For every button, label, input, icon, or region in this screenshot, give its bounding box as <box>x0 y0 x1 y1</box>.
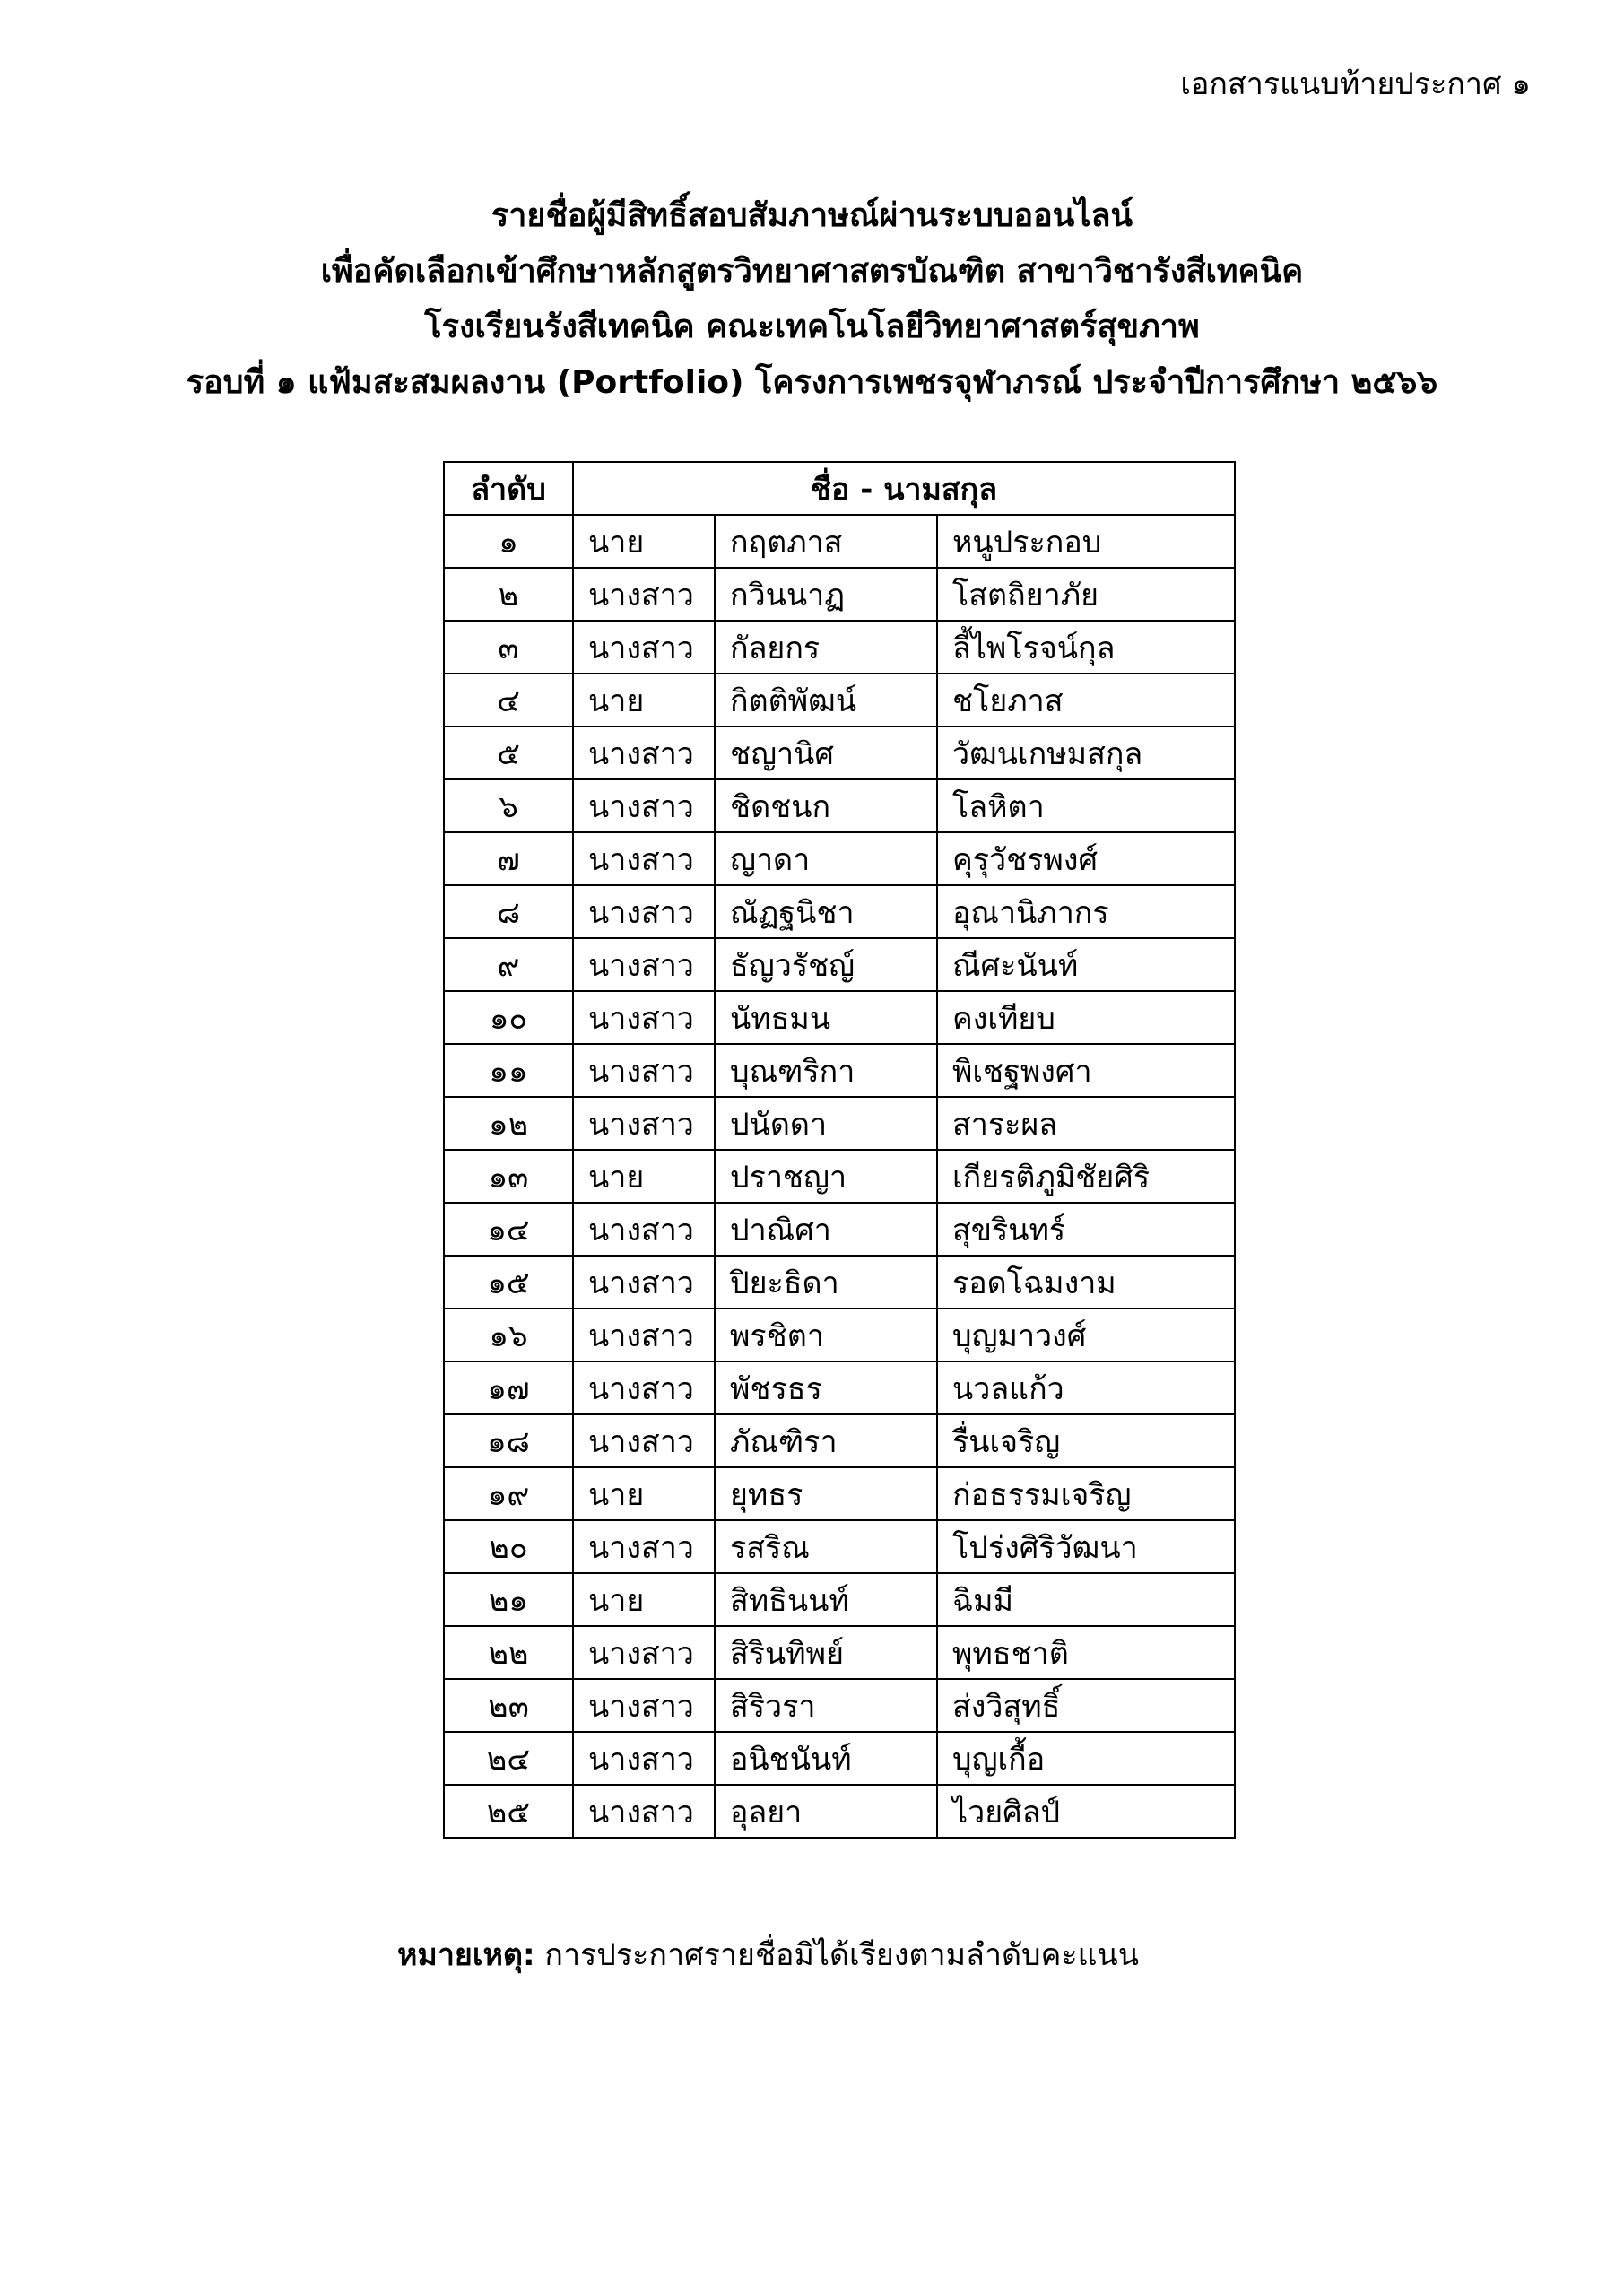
table-row <box>444 1256 1235 1309</box>
row-number: ๑๓ <box>444 1150 573 1203</box>
row-first-name: ธัญวรัชญ์ <box>715 938 937 991</box>
column-header-name: ชื่อ - นามสกุล <box>573 462 1235 515</box>
table-row <box>444 1150 1235 1203</box>
column-header-order: ลำดับ <box>444 462 573 515</box>
title-line-1: รายชื่อผู้มีสิทธิ์สอบสัมภาษณ์ผ่านระบบออนไลน์ <box>491 197 1133 234</box>
row-prefix: นางสาว <box>573 1203 715 1256</box>
row-number: ๔ <box>444 674 573 726</box>
table-row <box>444 1414 1235 1467</box>
row-first-name: สิริวรา <box>715 1679 937 1732</box>
row-first-name: อุลยา <box>715 1785 937 1838</box>
row-number: ๖ <box>444 779 573 832</box>
row-number: ๗ <box>444 832 573 885</box>
row-first-name: สิรินทิพย์ <box>715 1626 937 1679</box>
row-first-name: บุณฑริกา <box>715 1044 937 1097</box>
row-first-name: พัชรธร <box>715 1361 937 1414</box>
row-last-name: โปร่งศิริวัฒนา <box>937 1520 1235 1573</box>
table-row <box>444 1309 1235 1361</box>
row-prefix: นาย <box>573 1573 715 1626</box>
row-last-name: บุญมาวงศ์ <box>937 1309 1235 1361</box>
title-line-2: เพื่อคัดเลือกเข้าศึกษาหลักสูตรวิทยาศาสตรบัณฑิต สาขาวิชารังสีเทคนิค <box>320 253 1304 290</box>
row-prefix: นางสาว <box>573 568 715 621</box>
row-prefix: นางสาว <box>573 1679 715 1732</box>
row-number: ๑๑ <box>444 1044 573 1097</box>
table-row <box>444 1203 1235 1256</box>
row-first-name: ชิดชนก <box>715 779 937 832</box>
table-row <box>444 938 1235 991</box>
row-last-name: เกียรติภูมิชัยศิริ <box>937 1150 1235 1203</box>
row-last-name: คุรุวัชรพงศ์ <box>937 832 1235 885</box>
attachment-reference: เอกสารแนบท้ายประกาศ ๑ <box>1180 66 1531 102</box>
table-body <box>444 515 1235 1838</box>
row-prefix: นางสาว <box>573 1785 715 1838</box>
row-number: ๒๑ <box>444 1573 573 1626</box>
row-number: ๑ <box>444 515 573 568</box>
row-prefix: นางสาว <box>573 779 715 832</box>
table-row <box>444 991 1235 1044</box>
row-first-name: พรชิตา <box>715 1309 937 1361</box>
row-prefix: นางสาว <box>573 621 715 674</box>
row-first-name: ปราชญา <box>715 1150 937 1203</box>
row-last-name: พุทธชาติ <box>937 1626 1235 1679</box>
row-first-name: นัทธมน <box>715 991 937 1044</box>
row-first-name: ชญานิศ <box>715 726 937 779</box>
row-number: ๓ <box>444 621 573 674</box>
table-row <box>444 621 1235 674</box>
title-line-4: รอบที่ ๑ แฟ้มสะสมผลงาน (Portfolio) โครงการเพชรจุฬาภรณ์ ประจำปีการศึกษา ๒๕๖๖ <box>186 364 1438 401</box>
table-row <box>444 832 1235 885</box>
row-last-name: ไวยศิลป์ <box>937 1785 1235 1838</box>
table-row <box>444 1679 1235 1732</box>
row-number: ๒๒ <box>444 1626 573 1679</box>
table-row <box>444 779 1235 832</box>
row-first-name: ปนัดดา <box>715 1097 937 1150</box>
row-prefix: นาย <box>573 1150 715 1203</box>
table-row <box>444 1520 1235 1573</box>
row-last-name: ชโยภาส <box>937 674 1235 726</box>
table-row <box>444 1626 1235 1679</box>
row-prefix: นางสาว <box>573 1520 715 1573</box>
candidate-table <box>443 461 1236 1839</box>
row-last-name: โลหิตา <box>937 779 1235 832</box>
table-row <box>444 674 1235 726</box>
row-number: ๒๓ <box>444 1679 573 1732</box>
table-row <box>444 515 1235 568</box>
table-row <box>444 1361 1235 1414</box>
row-last-name: โสตถิยาภัย <box>937 568 1235 621</box>
footnote <box>397 1930 1139 1979</box>
footnote-text: การประกาศรายชื่อมิได้เรียงตามลำดับคะแนน <box>534 1937 1140 1973</box>
table-row <box>444 1573 1235 1626</box>
title-line-3: โรงเรียนรังสีเทคนิค คณะเทคโนโลยีวิทยาศาสตร์สุขภาพ <box>424 309 1200 345</box>
row-last-name: สุขรินทร์ <box>937 1203 1235 1256</box>
row-last-name: ลี้ไพโรจน์กุล <box>937 621 1235 674</box>
row-last-name: บุญเกื้อ <box>937 1732 1235 1785</box>
row-prefix: นาย <box>573 674 715 726</box>
row-prefix: นางสาว <box>573 1732 715 1785</box>
table-row <box>444 568 1235 621</box>
row-number: ๕ <box>444 726 573 779</box>
row-prefix: นางสาว <box>573 1414 715 1467</box>
row-number: ๒๔ <box>444 1732 573 1785</box>
row-first-name: กวินนาฏ <box>715 568 937 621</box>
row-number: ๑๗ <box>444 1361 573 1414</box>
table-row <box>444 726 1235 779</box>
row-number: ๑๘ <box>444 1414 573 1467</box>
row-prefix: นางสาว <box>573 726 715 779</box>
table-header-row <box>444 462 1235 515</box>
row-first-name: กัลยกร <box>715 621 937 674</box>
row-number: ๒๕ <box>444 1785 573 1838</box>
row-first-name: อนิชนันท์ <box>715 1732 937 1785</box>
document-title <box>0 188 1624 411</box>
row-last-name: คงเทียบ <box>937 991 1235 1044</box>
table-row <box>444 1097 1235 1150</box>
row-prefix: นางสาว <box>573 1044 715 1097</box>
row-prefix: นางสาว <box>573 1256 715 1309</box>
row-first-name: ญาดา <box>715 832 937 885</box>
row-number: ๙ <box>444 938 573 991</box>
row-number: ๑๒ <box>444 1097 573 1150</box>
row-prefix: นางสาว <box>573 991 715 1044</box>
table-row <box>444 1785 1235 1838</box>
row-prefix: นางสาว <box>573 885 715 938</box>
row-first-name: สิทธินนท์ <box>715 1573 937 1626</box>
row-prefix: นางสาว <box>573 1626 715 1679</box>
table-row <box>444 1044 1235 1097</box>
row-last-name: สาระผล <box>937 1097 1235 1150</box>
row-last-name: วัฒนเกษมสกุล <box>937 726 1235 779</box>
row-number: ๑๔ <box>444 1203 573 1256</box>
row-prefix: นางสาว <box>573 1309 715 1361</box>
row-first-name: ปาณิศา <box>715 1203 937 1256</box>
row-number: ๑๖ <box>444 1309 573 1361</box>
row-last-name: ก่อธรรมเจริญ <box>937 1467 1235 1520</box>
row-prefix: นาย <box>573 1467 715 1520</box>
row-prefix: นางสาว <box>573 1097 715 1150</box>
table-row <box>444 1732 1235 1785</box>
row-last-name: พิเชฐพงศา <box>937 1044 1235 1097</box>
row-prefix: นางสาว <box>573 832 715 885</box>
row-prefix: นางสาว <box>573 938 715 991</box>
row-number: ๒ <box>444 568 573 621</box>
row-first-name: กฤตภาส <box>715 515 937 568</box>
row-first-name: กิตติพัฒน์ <box>715 674 937 726</box>
row-number: ๘ <box>444 885 573 938</box>
row-first-name: ปิยะธิดา <box>715 1256 937 1309</box>
row-first-name: ยุทธร <box>715 1467 937 1520</box>
footnote-label: หมายเหตุ: <box>397 1937 535 1973</box>
table-row <box>444 1467 1235 1520</box>
row-first-name: ณัฏฐนิชา <box>715 885 937 938</box>
row-prefix: นางสาว <box>573 1361 715 1414</box>
row-last-name: นวลแก้ว <box>937 1361 1235 1414</box>
row-first-name: รสริณ <box>715 1520 937 1573</box>
row-number: ๑๙ <box>444 1467 573 1520</box>
row-number: ๑๕ <box>444 1256 573 1309</box>
row-last-name: หนูประกอบ <box>937 515 1235 568</box>
row-last-name: อุณานิภากร <box>937 885 1235 938</box>
row-last-name: รอดโฉมงาม <box>937 1256 1235 1309</box>
row-last-name: ณีศะนันท์ <box>937 938 1235 991</box>
row-last-name: ฉิมมี <box>937 1573 1235 1626</box>
row-last-name: รื่นเจริญ <box>937 1414 1235 1467</box>
row-number: ๑๐ <box>444 991 573 1044</box>
row-number: ๒๐ <box>444 1520 573 1573</box>
row-first-name: ภัณฑิรา <box>715 1414 937 1467</box>
table-row <box>444 885 1235 938</box>
row-last-name: ส่งวิสุทธิ์ <box>937 1679 1235 1732</box>
row-prefix: นาย <box>573 515 715 568</box>
